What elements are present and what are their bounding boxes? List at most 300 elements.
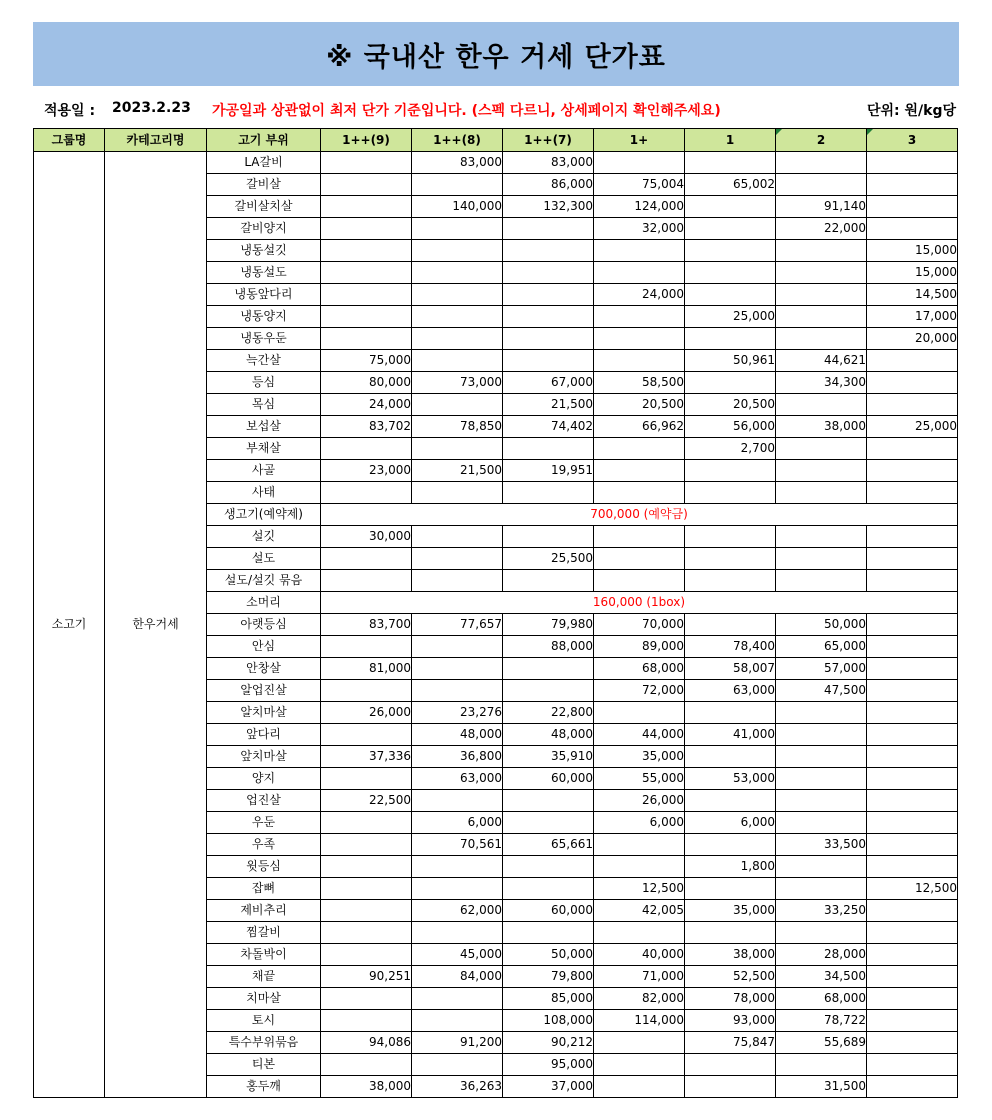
price-cell[interactable] — [685, 1054, 776, 1076]
price-cell[interactable]: 81,000 — [321, 658, 412, 680]
price-cell[interactable]: 91,140 — [776, 196, 867, 218]
price-cell[interactable]: 90,212 — [503, 1032, 594, 1054]
price-cell[interactable] — [867, 900, 958, 922]
price-cell[interactable]: 63,000 — [685, 680, 776, 702]
price-cell[interactable]: 31,500 — [776, 1076, 867, 1098]
part-cell[interactable]: 부채살 — [207, 438, 321, 460]
price-cell[interactable]: 124,000 — [594, 196, 685, 218]
part-cell[interactable]: 사골 — [207, 460, 321, 482]
price-cell[interactable] — [685, 878, 776, 900]
price-cell[interactable]: 41,000 — [685, 724, 776, 746]
price-cell[interactable] — [685, 262, 776, 284]
part-cell[interactable]: LA갈비 — [207, 152, 321, 174]
price-cell[interactable]: 19,951 — [503, 460, 594, 482]
price-cell[interactable]: 82,000 — [594, 988, 685, 1010]
part-cell[interactable]: 냉동우둔 — [207, 328, 321, 350]
price-cell[interactable] — [776, 328, 867, 350]
price-cell[interactable]: 34,300 — [776, 372, 867, 394]
price-cell[interactable] — [503, 482, 594, 504]
price-cell[interactable] — [503, 812, 594, 834]
price-cell[interactable] — [594, 328, 685, 350]
part-cell[interactable]: 홍두깨 — [207, 1076, 321, 1098]
price-cell[interactable] — [776, 262, 867, 284]
price-cell[interactable] — [412, 482, 503, 504]
part-cell[interactable]: 냉동양지 — [207, 306, 321, 328]
price-cell[interactable]: 88,000 — [503, 636, 594, 658]
price-cell[interactable] — [776, 460, 867, 482]
price-cell[interactable] — [594, 262, 685, 284]
price-cell[interactable] — [685, 460, 776, 482]
price-cell[interactable] — [412, 438, 503, 460]
price-cell[interactable] — [867, 790, 958, 812]
price-cell[interactable] — [594, 548, 685, 570]
price-cell[interactable]: 80,000 — [321, 372, 412, 394]
price-cell[interactable]: 20,500 — [594, 394, 685, 416]
price-cell[interactable] — [776, 768, 867, 790]
price-cell[interactable] — [867, 526, 958, 548]
part-cell[interactable]: 갈비살치살 — [207, 196, 321, 218]
price-cell[interactable] — [867, 680, 958, 702]
price-cell[interactable]: 15,000 — [867, 262, 958, 284]
price-cell[interactable]: 71,000 — [594, 966, 685, 988]
price-cell[interactable] — [685, 1076, 776, 1098]
price-cell[interactable] — [867, 174, 958, 196]
price-cell[interactable]: 35,000 — [685, 900, 776, 922]
price-cell[interactable] — [594, 922, 685, 944]
price-cell[interactable]: 89,000 — [594, 636, 685, 658]
price-cell[interactable]: 33,250 — [776, 900, 867, 922]
price-cell[interactable] — [867, 614, 958, 636]
price-cell[interactable] — [867, 658, 958, 680]
part-cell[interactable]: 냉동설깃 — [207, 240, 321, 262]
price-cell[interactable]: 75,004 — [594, 174, 685, 196]
price-cell[interactable]: 70,000 — [594, 614, 685, 636]
price-cell[interactable] — [503, 350, 594, 372]
price-cell[interactable] — [867, 724, 958, 746]
price-cell[interactable]: 83,000 — [412, 152, 503, 174]
price-cell[interactable]: 12,500 — [594, 878, 685, 900]
price-cell[interactable]: 24,000 — [594, 284, 685, 306]
price-cell[interactable]: 65,002 — [685, 174, 776, 196]
price-cell[interactable]: 6,000 — [594, 812, 685, 834]
price-cell[interactable]: 23,276 — [412, 702, 503, 724]
price-cell[interactable] — [321, 328, 412, 350]
part-cell[interactable]: 냉동앞다리 — [207, 284, 321, 306]
price-cell[interactable]: 55,689 — [776, 1032, 867, 1054]
price-cell[interactable] — [503, 306, 594, 328]
price-cell[interactable] — [776, 548, 867, 570]
price-cell[interactable] — [412, 878, 503, 900]
price-cell[interactable]: 30,000 — [321, 526, 412, 548]
price-cell[interactable]: 68,000 — [776, 988, 867, 1010]
part-cell[interactable]: 알치마살 — [207, 702, 321, 724]
part-cell[interactable]: 설도 — [207, 548, 321, 570]
price-cell[interactable] — [867, 394, 958, 416]
price-cell[interactable] — [321, 262, 412, 284]
price-cell[interactable] — [685, 482, 776, 504]
price-cell[interactable] — [321, 570, 412, 592]
price-cell[interactable]: 32,000 — [594, 218, 685, 240]
price-cell[interactable] — [321, 680, 412, 702]
price-cell[interactable]: 65,661 — [503, 834, 594, 856]
price-cell[interactable] — [594, 856, 685, 878]
price-cell[interactable]: 50,961 — [685, 350, 776, 372]
price-cell[interactable] — [685, 196, 776, 218]
price-cell[interactable] — [321, 834, 412, 856]
price-cell[interactable]: 67,000 — [503, 372, 594, 394]
part-cell[interactable]: 알업진살 — [207, 680, 321, 702]
price-cell[interactable] — [867, 856, 958, 878]
price-cell[interactable]: 20,500 — [685, 394, 776, 416]
price-cell[interactable] — [867, 438, 958, 460]
part-cell[interactable]: 티본 — [207, 1054, 321, 1076]
price-cell[interactable]: 52,500 — [685, 966, 776, 988]
price-cell[interactable] — [503, 328, 594, 350]
price-cell[interactable] — [503, 438, 594, 460]
part-cell[interactable]: 업진살 — [207, 790, 321, 812]
price-cell[interactable] — [412, 262, 503, 284]
price-cell[interactable]: 85,000 — [503, 988, 594, 1010]
price-cell[interactable]: 55,000 — [594, 768, 685, 790]
price-cell[interactable] — [867, 460, 958, 482]
price-cell[interactable]: 33,500 — [776, 834, 867, 856]
price-cell[interactable]: 75,847 — [685, 1032, 776, 1054]
price-cell[interactable] — [685, 284, 776, 306]
price-cell[interactable] — [867, 702, 958, 724]
part-cell[interactable]: 사태 — [207, 482, 321, 504]
price-cell[interactable] — [412, 1054, 503, 1076]
price-cell[interactable]: 22,000 — [776, 218, 867, 240]
price-cell[interactable] — [685, 790, 776, 812]
price-cell[interactable] — [321, 196, 412, 218]
price-cell[interactable]: 42,005 — [594, 900, 685, 922]
price-cell[interactable]: 78,722 — [776, 1010, 867, 1032]
price-cell[interactable] — [685, 152, 776, 174]
price-cell[interactable] — [867, 1076, 958, 1098]
price-cell[interactable] — [321, 944, 412, 966]
price-cell[interactable] — [503, 856, 594, 878]
part-cell[interactable]: 양지 — [207, 768, 321, 790]
price-cell[interactable] — [867, 372, 958, 394]
price-cell[interactable] — [776, 812, 867, 834]
table-row[interactable] — [34, 152, 958, 174]
price-cell[interactable] — [867, 966, 958, 988]
price-cell[interactable] — [321, 152, 412, 174]
price-cell[interactable] — [321, 988, 412, 1010]
price-cell[interactable] — [867, 1054, 958, 1076]
price-cell[interactable]: 21,500 — [412, 460, 503, 482]
price-cell[interactable] — [867, 1032, 958, 1054]
price-cell[interactable] — [594, 702, 685, 724]
price-cell[interactable] — [685, 834, 776, 856]
price-cell[interactable]: 48,000 — [503, 724, 594, 746]
price-cell[interactable] — [321, 1054, 412, 1076]
price-cell[interactable]: 17,000 — [867, 306, 958, 328]
price-cell[interactable]: 2,700 — [685, 438, 776, 460]
price-cell[interactable] — [412, 636, 503, 658]
part-cell[interactable]: 토시 — [207, 1010, 321, 1032]
price-cell[interactable] — [594, 570, 685, 592]
price-cell[interactable]: 48,000 — [412, 724, 503, 746]
part-cell[interactable]: 안창살 — [207, 658, 321, 680]
price-cell[interactable]: 79,980 — [503, 614, 594, 636]
price-cell[interactable] — [321, 174, 412, 196]
price-cell[interactable] — [594, 438, 685, 460]
price-cell[interactable] — [594, 460, 685, 482]
price-cell[interactable] — [776, 878, 867, 900]
part-cell[interactable]: 늑간살 — [207, 350, 321, 372]
price-cell[interactable]: 50,000 — [503, 944, 594, 966]
price-cell[interactable] — [321, 240, 412, 262]
price-cell[interactable] — [412, 922, 503, 944]
price-cell[interactable]: 108,000 — [503, 1010, 594, 1032]
price-cell[interactable]: 94,086 — [321, 1032, 412, 1054]
price-cell[interactable] — [776, 702, 867, 724]
price-cell[interactable] — [776, 482, 867, 504]
price-cell[interactable] — [685, 218, 776, 240]
part-cell[interactable]: 보섭살 — [207, 416, 321, 438]
price-cell[interactable] — [412, 988, 503, 1010]
price-cell[interactable] — [594, 240, 685, 262]
price-cell[interactable]: 22,800 — [503, 702, 594, 724]
price-cell[interactable] — [594, 350, 685, 372]
part-cell[interactable]: 설깃 — [207, 526, 321, 548]
price-cell[interactable]: 24,000 — [321, 394, 412, 416]
price-cell[interactable] — [503, 878, 594, 900]
price-cell[interactable] — [776, 284, 867, 306]
price-cell[interactable] — [594, 1076, 685, 1098]
price-cell[interactable]: 20,000 — [867, 328, 958, 350]
price-cell[interactable]: 78,400 — [685, 636, 776, 658]
price-cell[interactable]: 79,800 — [503, 966, 594, 988]
price-cell[interactable]: 73,000 — [412, 372, 503, 394]
price-cell[interactable]: 15,000 — [867, 240, 958, 262]
price-cell[interactable] — [867, 152, 958, 174]
part-cell[interactable]: 우족 — [207, 834, 321, 856]
price-cell[interactable] — [867, 1010, 958, 1032]
price-cell[interactable]: 132,300 — [503, 196, 594, 218]
price-cell[interactable] — [867, 746, 958, 768]
price-cell[interactable] — [685, 526, 776, 548]
price-cell[interactable] — [776, 174, 867, 196]
price-cell[interactable] — [776, 724, 867, 746]
price-cell[interactable] — [412, 218, 503, 240]
price-cell[interactable] — [503, 284, 594, 306]
price-cell[interactable] — [776, 856, 867, 878]
price-cell[interactable] — [412, 240, 503, 262]
price-cell[interactable]: 56,000 — [685, 416, 776, 438]
price-cell[interactable] — [321, 724, 412, 746]
price-cell[interactable] — [776, 240, 867, 262]
price-cell[interactable]: 37,336 — [321, 746, 412, 768]
price-cell[interactable] — [321, 218, 412, 240]
price-cell[interactable] — [867, 922, 958, 944]
price-cell[interactable]: 6,000 — [685, 812, 776, 834]
price-cell[interactable]: 62,000 — [412, 900, 503, 922]
price-cell[interactable] — [503, 922, 594, 944]
price-cell[interactable] — [321, 548, 412, 570]
price-cell[interactable] — [594, 306, 685, 328]
price-cell[interactable] — [867, 636, 958, 658]
price-cell[interactable]: 25,500 — [503, 548, 594, 570]
price-cell[interactable] — [685, 372, 776, 394]
price-cell[interactable] — [776, 570, 867, 592]
price-cell[interactable] — [867, 768, 958, 790]
price-cell[interactable]: 63,000 — [412, 768, 503, 790]
price-cell[interactable]: 84,000 — [412, 966, 503, 988]
part-cell[interactable]: 갈비살 — [207, 174, 321, 196]
price-cell[interactable] — [321, 812, 412, 834]
price-cell[interactable] — [867, 548, 958, 570]
price-cell[interactable] — [776, 526, 867, 548]
part-cell[interactable]: 차돌박이 — [207, 944, 321, 966]
price-cell[interactable]: 78,000 — [685, 988, 776, 1010]
price-cell[interactable] — [867, 944, 958, 966]
price-cell[interactable]: 83,700 — [321, 614, 412, 636]
price-cell[interactable] — [412, 856, 503, 878]
price-cell[interactable] — [503, 570, 594, 592]
price-cell[interactable]: 38,000 — [776, 416, 867, 438]
price-cell[interactable]: 83,000 — [503, 152, 594, 174]
price-cell[interactable] — [594, 1032, 685, 1054]
price-cell[interactable]: 91,200 — [412, 1032, 503, 1054]
price-cell[interactable] — [503, 240, 594, 262]
price-cell[interactable] — [867, 834, 958, 856]
price-cell[interactable]: 90,251 — [321, 966, 412, 988]
group-cell[interactable]: 소고기 — [34, 152, 105, 1098]
price-cell[interactable]: 114,000 — [594, 1010, 685, 1032]
part-cell[interactable]: 찜갈비 — [207, 922, 321, 944]
price-cell[interactable] — [867, 218, 958, 240]
price-cell[interactable] — [776, 746, 867, 768]
price-cell[interactable] — [776, 152, 867, 174]
part-cell[interactable]: 냉동설도 — [207, 262, 321, 284]
price-cell[interactable] — [867, 482, 958, 504]
price-cell[interactable]: 26,000 — [321, 702, 412, 724]
price-cell[interactable]: 58,500 — [594, 372, 685, 394]
part-cell[interactable]: 특수부위묶음 — [207, 1032, 321, 1054]
price-note-cell[interactable]: 700,000 (예약금) — [321, 504, 958, 526]
price-cell[interactable] — [867, 812, 958, 834]
price-cell[interactable]: 14,500 — [867, 284, 958, 306]
price-cell[interactable]: 40,000 — [594, 944, 685, 966]
price-cell[interactable] — [503, 790, 594, 812]
price-cell[interactable]: 72,000 — [594, 680, 685, 702]
category-cell[interactable]: 한우거세 — [105, 152, 207, 1098]
price-cell[interactable] — [412, 394, 503, 416]
price-cell[interactable]: 93,000 — [685, 1010, 776, 1032]
price-cell[interactable]: 45,000 — [412, 944, 503, 966]
price-cell[interactable]: 68,000 — [594, 658, 685, 680]
price-cell[interactable]: 60,000 — [503, 900, 594, 922]
price-cell[interactable] — [594, 834, 685, 856]
part-cell[interactable]: 앞다리 — [207, 724, 321, 746]
part-cell[interactable]: 목심 — [207, 394, 321, 416]
price-cell[interactable]: 78,850 — [412, 416, 503, 438]
price-cell[interactable]: 140,000 — [412, 196, 503, 218]
price-cell[interactable] — [867, 570, 958, 592]
price-note-cell[interactable]: 160,000 (1box) — [321, 592, 958, 614]
part-cell[interactable]: 소머리 — [207, 592, 321, 614]
part-cell[interactable]: 등심 — [207, 372, 321, 394]
price-cell[interactable]: 21,500 — [503, 394, 594, 416]
price-cell[interactable] — [503, 218, 594, 240]
price-cell[interactable] — [321, 306, 412, 328]
price-cell[interactable]: 70,561 — [412, 834, 503, 856]
price-cell[interactable]: 38,000 — [685, 944, 776, 966]
price-cell[interactable] — [685, 746, 776, 768]
price-cell[interactable] — [503, 680, 594, 702]
price-cell[interactable]: 95,000 — [503, 1054, 594, 1076]
price-cell[interactable] — [412, 658, 503, 680]
price-cell[interactable] — [776, 922, 867, 944]
price-cell[interactable]: 36,800 — [412, 746, 503, 768]
price-cell[interactable] — [412, 526, 503, 548]
price-cell[interactable]: 57,000 — [776, 658, 867, 680]
price-cell[interactable] — [412, 284, 503, 306]
price-cell[interactable]: 60,000 — [503, 768, 594, 790]
part-cell[interactable]: 제비추리 — [207, 900, 321, 922]
price-cell[interactable]: 26,000 — [594, 790, 685, 812]
price-cell[interactable]: 83,702 — [321, 416, 412, 438]
part-cell[interactable]: 아랫등심 — [207, 614, 321, 636]
price-cell[interactable] — [685, 570, 776, 592]
price-cell[interactable]: 35,000 — [594, 746, 685, 768]
price-cell[interactable] — [776, 306, 867, 328]
price-cell[interactable] — [321, 482, 412, 504]
price-cell[interactable] — [412, 350, 503, 372]
price-cell[interactable] — [594, 482, 685, 504]
price-cell[interactable] — [321, 768, 412, 790]
price-cell[interactable]: 66,962 — [594, 416, 685, 438]
price-cell[interactable] — [776, 394, 867, 416]
price-cell[interactable] — [685, 922, 776, 944]
price-cell[interactable] — [503, 526, 594, 548]
price-cell[interactable] — [685, 702, 776, 724]
price-cell[interactable] — [776, 438, 867, 460]
part-cell[interactable]: 앞치마살 — [207, 746, 321, 768]
price-cell[interactable] — [412, 306, 503, 328]
price-cell[interactable]: 36,263 — [412, 1076, 503, 1098]
price-cell[interactable]: 38,000 — [321, 1076, 412, 1098]
price-cell[interactable]: 75,000 — [321, 350, 412, 372]
price-cell[interactable] — [321, 284, 412, 306]
price-cell[interactable] — [321, 900, 412, 922]
price-cell[interactable]: 6,000 — [412, 812, 503, 834]
price-cell[interactable]: 1,800 — [685, 856, 776, 878]
price-cell[interactable] — [594, 526, 685, 548]
price-cell[interactable] — [412, 328, 503, 350]
part-cell[interactable]: 설도/설깃 묶음 — [207, 570, 321, 592]
price-cell[interactable]: 22,500 — [321, 790, 412, 812]
part-cell[interactable]: 치마살 — [207, 988, 321, 1010]
price-cell[interactable] — [321, 438, 412, 460]
part-cell[interactable]: 채끝 — [207, 966, 321, 988]
price-cell[interactable]: 74,402 — [503, 416, 594, 438]
price-cell[interactable] — [776, 790, 867, 812]
price-cell[interactable] — [412, 174, 503, 196]
price-cell[interactable] — [503, 262, 594, 284]
price-cell[interactable] — [867, 988, 958, 1010]
price-cell[interactable] — [412, 548, 503, 570]
price-cell[interactable]: 58,007 — [685, 658, 776, 680]
price-cell[interactable] — [867, 196, 958, 218]
price-cell[interactable]: 12,500 — [867, 878, 958, 900]
price-cell[interactable] — [321, 1010, 412, 1032]
price-cell[interactable]: 44,621 — [776, 350, 867, 372]
price-cell[interactable] — [412, 570, 503, 592]
price-cell[interactable]: 34,500 — [776, 966, 867, 988]
